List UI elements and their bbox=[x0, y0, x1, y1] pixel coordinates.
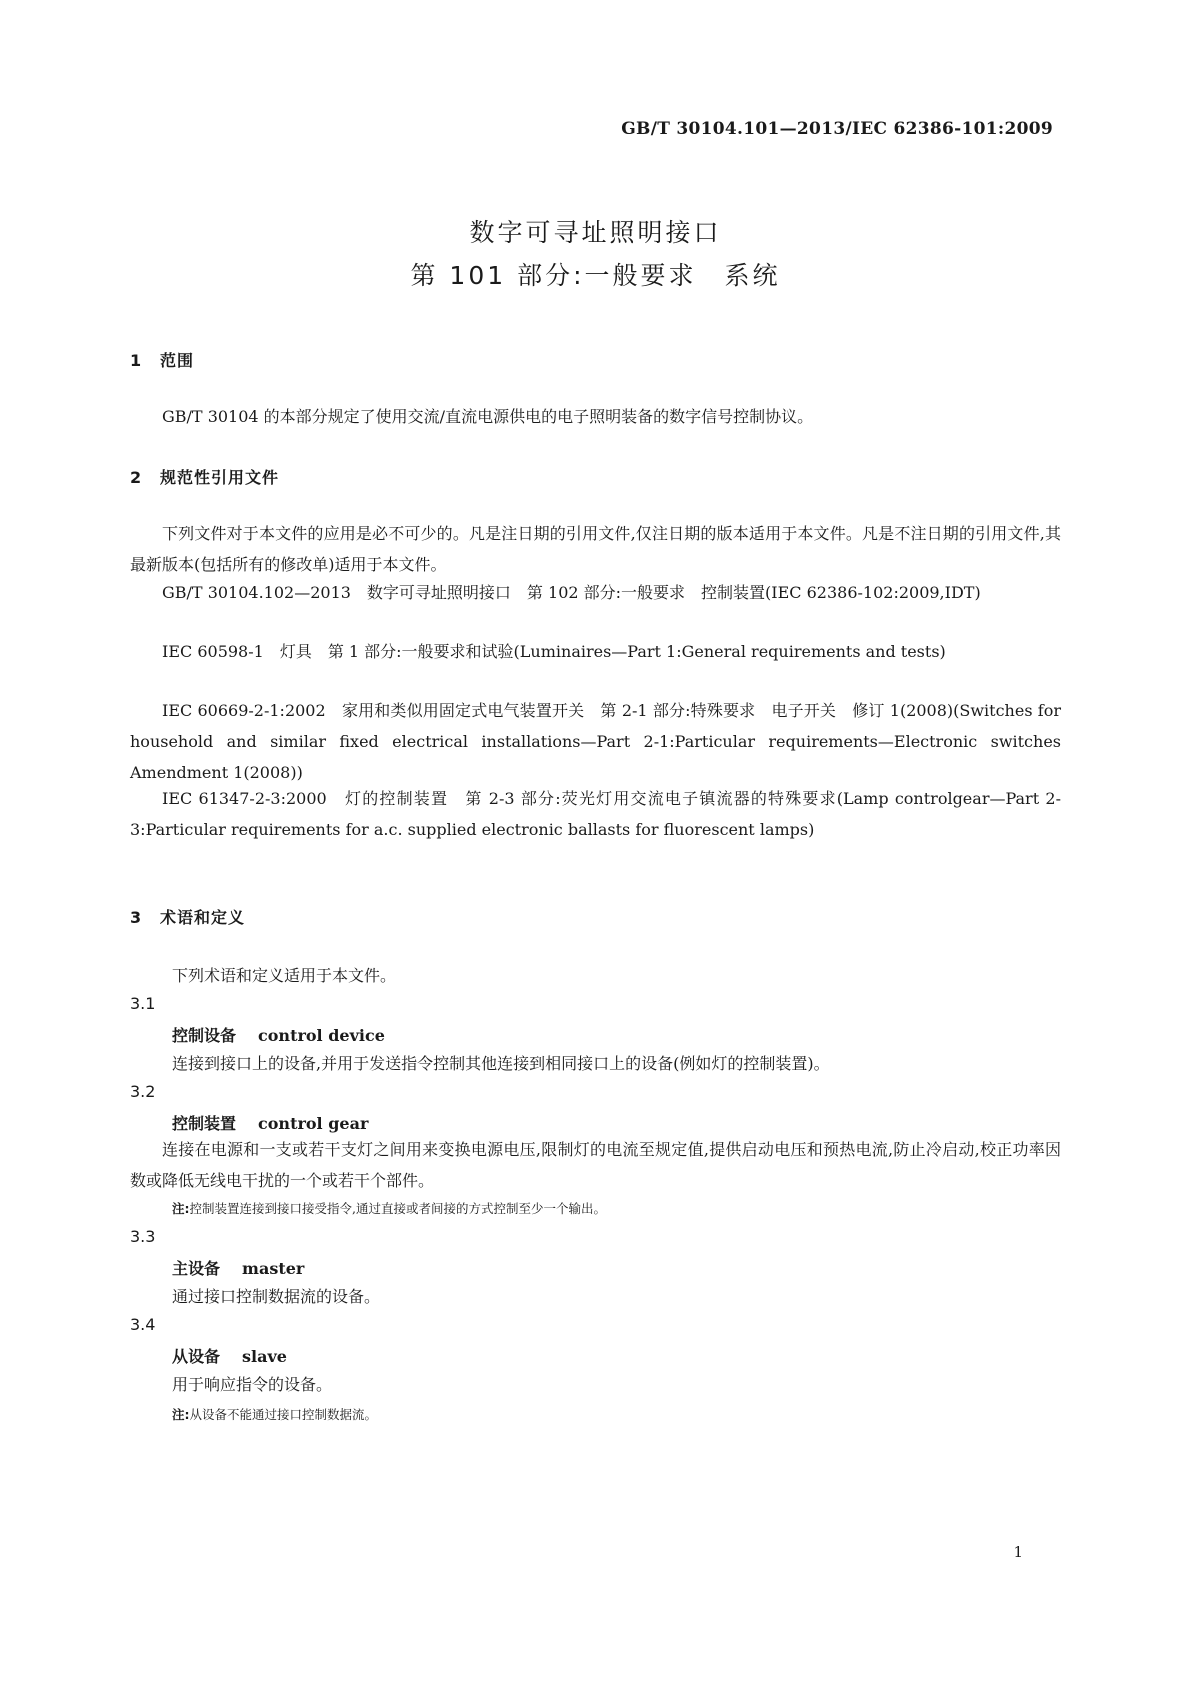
references-intro-paragraph: 下列文件对于本文件的应用是必不可少的。凡是注日期的引用文件,仅注日期的版本适用于本文件。凡是不注日期的引用文件,其最新版本(包括所有的修改单)适用于本文件。 bbox=[130, 524, 1061, 574]
term-en: control gear bbox=[258, 1114, 369, 1133]
term-zh: 控制装置 bbox=[172, 1114, 237, 1133]
clause-number: 3.4 bbox=[130, 1315, 156, 1334]
section-title: 规范性引用文件 bbox=[160, 468, 280, 487]
section-heading-2 bbox=[130, 465, 279, 488]
section-number: 1 bbox=[130, 351, 143, 370]
scope-paragraph: GB/T 30104 的本部分规定了使用交流/直流电源供电的电子照明装备的数字信号控制协议。 bbox=[162, 407, 814, 426]
clause-number: 3.3 bbox=[130, 1227, 156, 1246]
terms-intro: 下列术语和定义适用于本文件。 bbox=[172, 966, 397, 985]
reference-item: GB/T 30104.102—2013 数字可寻址照明接口 第 102 部分:一般要求 控制装置(IEC 62386-102:2009,IDT) bbox=[162, 583, 981, 602]
term-note bbox=[172, 1405, 377, 1423]
note-text: 从设备不能通过接口控制数据流。 bbox=[189, 1407, 378, 1422]
note-text: 控制装置连接到接口接受指令,通过直接或者间接的方式控制至少一个输出。 bbox=[189, 1201, 606, 1216]
term-definition: 连接在电源和一支或若干支灯之间用来变换电源电压,限制灯的电流至规定值,提供启动电压和预热电流,防止冷启动,校正功率因数或降低无线电干扰的一个或若干个部件。 bbox=[130, 1140, 1061, 1190]
section-heading-1 bbox=[130, 348, 194, 371]
term-zh: 从设备 bbox=[172, 1347, 221, 1366]
document-header: GB/T 30104.101—2013/IEC 62386-101:2009 bbox=[621, 119, 1053, 139]
term-en: control device bbox=[258, 1026, 385, 1045]
term-definition: 连接到接口上的设备,并用于发送指令控制其他连接到相同接口上的设备(例如灯的控制装置)。 bbox=[172, 1054, 830, 1073]
term-en: slave bbox=[242, 1347, 287, 1366]
reference-item: IEC 60669-2-1:2002 家用和类似用固定式电气装置开关 第 2-1 部分:特殊要求 电子开关 修订 1(2008)(Switches for household and similar fixed electrical installations—Part 2-1:Particular requirements—Electronic switches Amendment 1(2008)) bbox=[130, 701, 1061, 782]
term-zh: 主设备 bbox=[172, 1259, 221, 1278]
document-title-line1: 数字可寻址照明接口 bbox=[469, 218, 722, 247]
section-number: 3 bbox=[130, 908, 143, 927]
section-number: 2 bbox=[130, 468, 143, 487]
term-entry bbox=[172, 1256, 304, 1279]
term-definition: 用于响应指令的设备。 bbox=[172, 1375, 333, 1394]
term-entry bbox=[172, 1344, 287, 1367]
section-heading-3 bbox=[130, 905, 245, 928]
section-title: 术语和定义 bbox=[160, 908, 246, 927]
page-number: 1 bbox=[1013, 1543, 1023, 1561]
term-definition: 通过接口控制数据流的设备。 bbox=[172, 1287, 381, 1306]
clause-number: 3.1 bbox=[130, 994, 156, 1013]
section-title: 范围 bbox=[160, 351, 195, 370]
term-entry bbox=[172, 1111, 368, 1134]
clause-number: 3.2 bbox=[130, 1082, 156, 1101]
reference-item: IEC 61347-2-3:2000 灯的控制装置 第 2-3 部分:荧光灯用交流电子镇流器的特殊要求(Lamp controlgear—Part 2-3:Particular requirements for a.c. supplied electronic ballasts for fluorescent lamps) bbox=[130, 789, 1061, 839]
document-title-line2: 第 101 部分:一般要求 系统 bbox=[410, 261, 781, 290]
term-en: master bbox=[242, 1259, 305, 1278]
note-label: 注: bbox=[172, 1407, 190, 1422]
term-zh: 控制设备 bbox=[172, 1026, 237, 1045]
term-entry bbox=[172, 1023, 385, 1046]
term-note bbox=[172, 1199, 606, 1217]
note-label: 注: bbox=[172, 1201, 190, 1216]
reference-item: IEC 60598-1 灯具 第 1 部分:一般要求和试验(Luminaires—Part 1:General requirements and tests) bbox=[162, 642, 946, 661]
